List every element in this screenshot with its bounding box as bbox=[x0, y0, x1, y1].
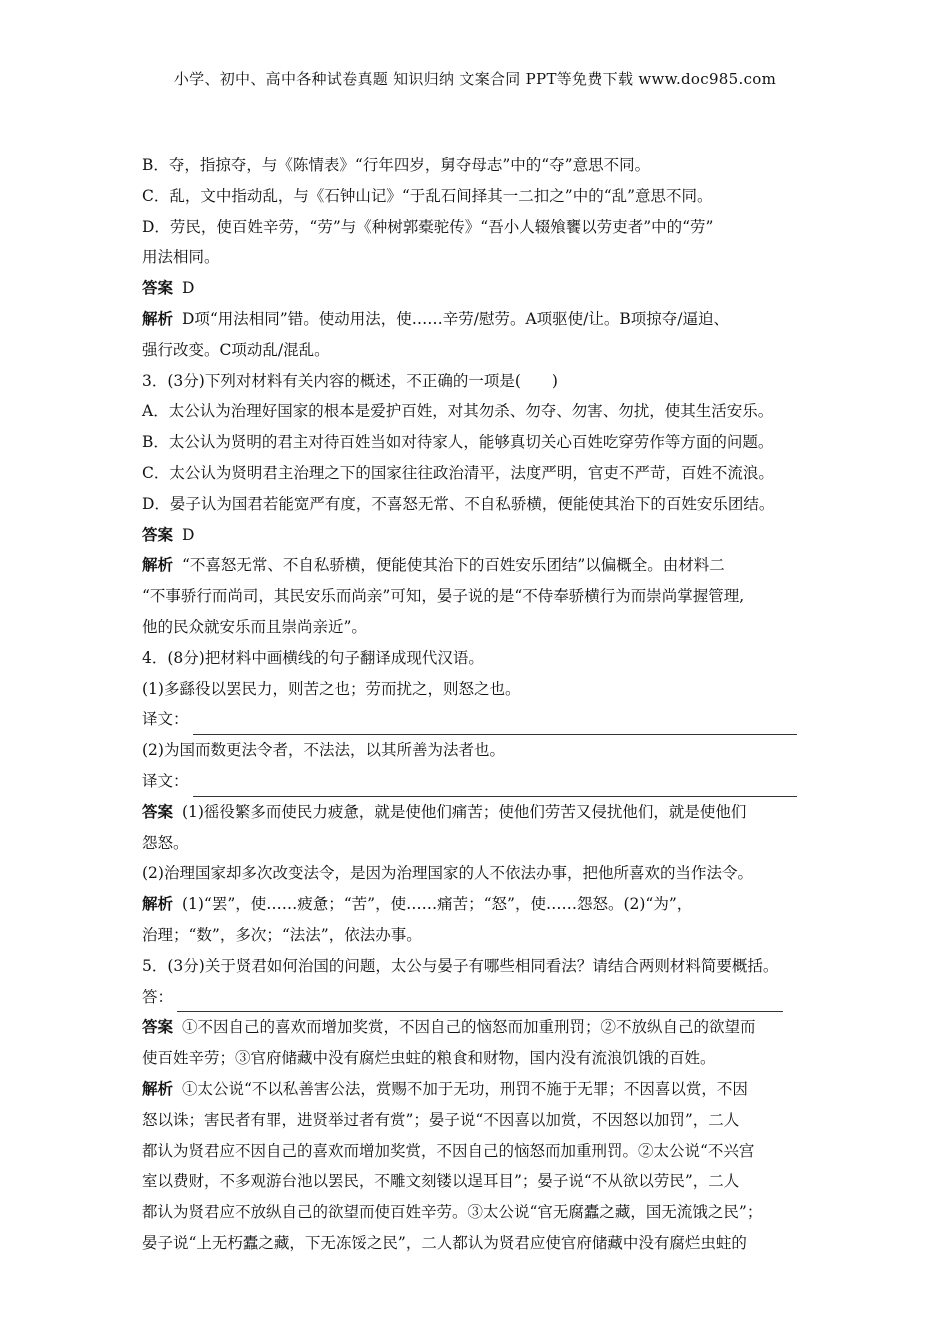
q3-option-d: D．晏子认为国君若能宽严有度，不喜怒无常、不自私骄横，便能使其治下的百姓安乐团结。 bbox=[142, 494, 775, 513]
q3-analysis-cont-2: 他的民众就安乐而且崇尚亲近”。 bbox=[142, 617, 367, 636]
q2-analysis-text: D项“用法相同”错。使动用法，使……辛劳/慰劳。A项驱使/让。B项掠夺/逼迫、 bbox=[181, 309, 729, 328]
document-body bbox=[142, 150, 818, 1259]
q5-analysis-cont-4: 都认为贤君应不放纵自己的欲望而使百姓辛劳。③太公说“官无腐蠹之藏，国无流饿之民”； bbox=[142, 1203, 763, 1222]
q2-analysis-cont: 强行改变。C项动乱/混乱。 bbox=[142, 340, 330, 359]
q5-stem: 5．(3分)关于贤君如何治国的问题，太公与晏子有哪些相同看法？请结合两则材料简要概括。 bbox=[142, 956, 779, 975]
page-header-banner: 小学、初中、高中各种试卷真题 知识归纳 文案合同 PPT等免费下载 www.doc985.com bbox=[173, 70, 777, 88]
q4-answer-blank-2[interactable] bbox=[193, 778, 797, 797]
q3-answer bbox=[142, 520, 818, 551]
q3-option-b: B．太公认为贤明的君主对待百姓当如对待家人，能够真切关心百姓吃穿劳作等方面的问题。 bbox=[142, 433, 774, 452]
q4-analysis-cont: 治理；“数”，多次；“法法”，依法办事。 bbox=[142, 925, 422, 944]
q4-answer-2: (2)治理国家却多次改变法令，是因为治理国家的人不依法办事，把他所喜欢的当作法令。 bbox=[142, 864, 753, 883]
q2-answer-value: D bbox=[181, 279, 195, 298]
answer-label: 答案 bbox=[142, 1017, 174, 1037]
q5-analysis-cont-1: 怒以诛；害民者有罪，进贤举过者有赏”；晏子说“不因喜以加赏，不因怒以加罚”，二人 bbox=[142, 1110, 740, 1129]
q2-option-b: B．夺，指掠夺，与《陈情表》“行年四岁，舅夺母志”中的“夺”意思不同。 bbox=[142, 156, 651, 174]
q3-analysis-cont-1: “不事骄行而尚司，其民安乐而尚亲”可知，晏子说的是“不侍奉骄横行为而崇尚掌握管理, bbox=[142, 587, 745, 606]
analysis-label: 解析 bbox=[142, 1078, 174, 1098]
analysis-label: 解析 bbox=[142, 555, 174, 575]
q5-analysis bbox=[142, 1074, 818, 1105]
q4-analysis bbox=[142, 889, 818, 920]
translation-label: 译文： bbox=[142, 710, 189, 729]
q5-analysis-cont-3: 室以费财，不多观游台池以罢民，不雕文刻镂以逞耳目”；晏子说“不从欲以劳民”，二人 bbox=[142, 1172, 740, 1191]
q2-answer bbox=[142, 273, 818, 304]
answer-field-label: 答： bbox=[142, 987, 174, 1006]
q3-stem: 3．(3分)下列对材料有关内容的概述，不正确的一项是( ) bbox=[142, 371, 558, 390]
translation-label: 译文： bbox=[142, 771, 189, 790]
q3-analysis-text: “不喜怒无常、不自私骄横，便能使其治下的百姓安乐团结”以偏概全。由材料二 bbox=[181, 556, 725, 575]
q5-answer-blank[interactable] bbox=[177, 993, 783, 1012]
q2-option-d: D．劳民，使百姓辛劳，“劳”与《种树郭橐驼传》“吾小人辍飧饔以劳吏者”中的“劳” bbox=[142, 217, 714, 236]
q5-analysis-text: ①太公说“不以私善害公法，赏赐不加于无功，刑罚不施于无罪；不因喜以赏，不因 bbox=[181, 1079, 748, 1098]
q4-answer-cont: 怨怒。 bbox=[142, 833, 189, 852]
q3-answer-value: D bbox=[181, 525, 195, 544]
q4-stem: 4．(8分)把材料中画横线的句子翻译成现代汉语。 bbox=[142, 648, 484, 667]
q2-option-d-cont: 用法相同。 bbox=[142, 248, 220, 267]
q5-answer-cont: 使百姓辛劳；③官府储藏中没有腐烂虫蛀的粮食和财物，国内没有流浪饥饿的百姓。 bbox=[142, 1049, 716, 1068]
analysis-label: 解析 bbox=[142, 894, 174, 914]
q2-option-c: C．乱，文中指动乱，与《石钟山记》“于乱石间择其一二扣之”中的“乱”意思不同。 bbox=[142, 186, 713, 205]
q2-analysis bbox=[142, 304, 818, 335]
q4-answer-blank-1[interactable] bbox=[193, 716, 797, 735]
q3-option-c: C．太公认为贤明君主治理之下的国家往往政治清平，法度严明，官吏不严苛，百姓不流浪。 bbox=[142, 463, 774, 482]
q4-sentence-1: (1)多繇役以罢民力，则苦之也；劳而扰之，则怒之也。 bbox=[142, 679, 521, 698]
q4-translation-2 bbox=[142, 766, 818, 797]
q4-answer bbox=[142, 797, 818, 828]
q5-answer bbox=[142, 1012, 818, 1043]
q5-answer-field bbox=[142, 982, 818, 1013]
q5-analysis-cont-2: 都认为贤君应不因自己的喜欢而增加奖赏，不因自己的恼怒而加重刑罚。②太公说“不兴宫 bbox=[142, 1141, 755, 1160]
q5-analysis-cont-5: 晏子说“上无朽蠹之藏，下无冻馁之民”，二人都认为贤君应使官府储藏中没有腐烂虫蛀的 bbox=[142, 1233, 747, 1252]
q4-analysis-text: (1)“罢”，使……疲惫；“苦”，使……痛苦；“怒”，使……怨怒。(2)“为”， bbox=[181, 895, 693, 914]
analysis-label: 解析 bbox=[142, 308, 174, 328]
answer-label: 答案 bbox=[142, 278, 174, 298]
answer-label: 答案 bbox=[142, 524, 174, 544]
q4-sentence-2: (2)为国而数更法令者，不法法，以其所善为法者也。 bbox=[142, 741, 505, 760]
q4-answer-text: (1)徭役繁多而使民力疲惫，就是使他们痛苦；使他们劳苦又侵扰他们，就是使他们 bbox=[181, 802, 747, 821]
q3-analysis bbox=[142, 550, 818, 581]
q3-option-a: A．太公认为治理好国家的根本是爱护百姓，对其勿杀、勿夺、勿害、勿扰，使其生活安乐。 bbox=[142, 402, 774, 421]
q4-translation-1 bbox=[142, 704, 818, 735]
q5-answer-text: ①不因自己的喜欢而增加奖赏，不因自己的恼怒而加重刑罚；②不放纵自己的欲望而 bbox=[181, 1018, 756, 1037]
answer-label: 答案 bbox=[142, 801, 174, 821]
